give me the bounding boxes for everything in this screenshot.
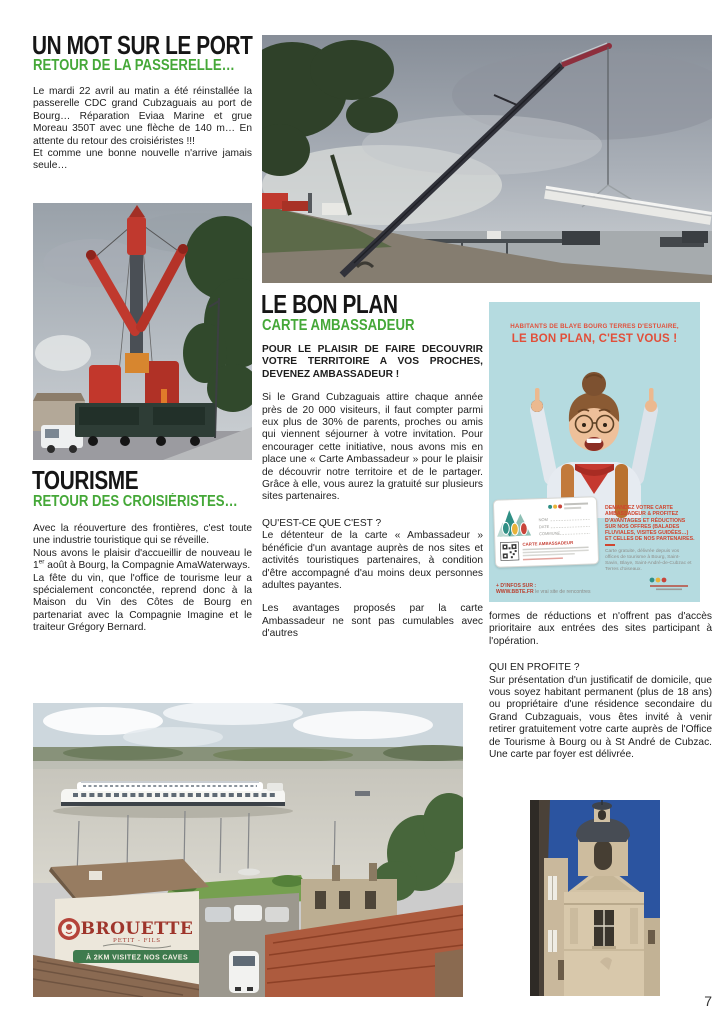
promo-divider: [605, 544, 615, 546]
promo-headline: LE BON PLAN, C'EST VOUS !: [511, 333, 678, 345]
promo-eyebrow: HABITANTS DE BLAYE BOURG TERRES D'ESTUAIRE,: [510, 323, 679, 330]
tourisme-body: [33, 523, 252, 635]
photo-clock-tower: [530, 800, 660, 996]
pointing-woman-illustration: [489, 348, 700, 518]
bonplan-subtitle: CARTE AMBASSADEUR: [262, 317, 415, 334]
port-paragraph-1: Le mardi 22 avril au matin a été réinstallée la passerelle CDC grand Cubzaguais au port de Bourg… Réparation Eviaa Marine et grue Moreau 350T avec une flèche de 140 m… En attente du retour des croisiéristes !!!: [33, 86, 252, 147]
tourisme-title: TOURISME: [32, 465, 139, 495]
port-title: UN MOT SUR LE PORT: [32, 30, 253, 60]
bonplan-column: [262, 344, 483, 641]
promo-ask-text: DEMANDEZ VOTRE CARTE AMBASSADEUR & PROFITEZ D'AVANTAGES ET RÉDUCTIONS SUR NOS OFFRES (BALADES FLUVIALES, VISITES GUIDÉES…) ET CELLES DE NOS PARTENAIRES.: [605, 505, 695, 543]
photo-river-cruise-image: [33, 703, 463, 997]
promo-infos: [496, 583, 606, 595]
tourisme-paragraph-3: La fête du vin, que l'office de tourisme leur a spécialement conconctée, reprend donc à la Maison du Vin des Côtes de Bourg en partenariat avec la Compagnie Imagine et le traiteur Grégory Bernard.: [33, 572, 252, 634]
photo-river-cruise: [33, 703, 463, 997]
sign-line-3: À 2KM VISITEZ NOS CAVES: [85, 954, 189, 962]
bonplan-question1-body: Le détenteur de la carte « Ambassadeur » bénéficie d'un avantage auprès de nos sites et activités touristiques partenaires, à condition d'être accompagné d'au moins deux personnes adultes payantes.: [262, 530, 483, 591]
page-number: 7: [704, 993, 712, 1009]
photo-clock-tower-image: [530, 800, 660, 996]
photo-red-crane-image: [33, 203, 252, 460]
bonplan-question1-title: QU'EST-CE QUE C'EST ?: [262, 517, 382, 529]
bonplan-title: LE BON PLAN: [261, 289, 398, 319]
card-field-nom: NOM: [538, 516, 548, 523]
card-field-commune: COMMUNE: [538, 530, 561, 537]
qr-code: [500, 542, 519, 561]
cruise-ship: [53, 782, 293, 818]
bonplan-paragraph-2: Les avantages proposés par la carte Ambassadeur ne sont pas cumulables avec d'autres: [262, 603, 483, 640]
photo-red-crane: [33, 203, 252, 460]
bonplan-question2-title: QUI EN PROFITE ?: [489, 662, 580, 674]
bonplan-paragraph-2-continued: formes de réductions et n'offrent pas d'accès prioritaire aux entrées des sites participant à l'opération.: [489, 611, 712, 647]
bonplan-question2-body: Sur présentation d'un justificatif de domicile, que vous soyez habitant permanent (plus de 18 ans) ou propriétaire d'une résidence secondaire du Grand Cubzaguais, vous êtes invité à venir retirer gratuitement votre carte auprès de l'Office de Tourisme à Bourg ou à St André de Cubzac. Une carte par foyer est délivrée.: [489, 674, 712, 761]
photo-crane-gangway: [262, 35, 712, 283]
bonplan-column-right: [489, 611, 712, 761]
infos-label: + D'INFOS SUR :: [496, 583, 537, 589]
promo-poster: [489, 302, 700, 602]
port-body: [33, 86, 252, 173]
tourisme-paragraph-2: Nous avons le plaisir d'accueillir de nouveau le 1er août à Bourg, la Compagnie AmaWaterways.: [33, 547, 252, 572]
bonplan-intro: POUR LE PLAISIR DE FAIRE DECOUVRIR VOTRE TERRITOIRE A VOS PROCHES, DEVENEZ AMBASSADEUR !: [262, 344, 483, 380]
website-tagline: le vrai site de rencontres: [535, 589, 591, 596]
port-paragraph-2: Et comme une bonne nouvelle n'arrive jamais seule…: [33, 148, 252, 172]
superscript-er: er: [38, 558, 45, 566]
bbte-logo: [648, 575, 690, 591]
sign-line-2: PETIT - FILS: [113, 938, 161, 944]
port-subtitle: RETOUR DE LA PASSERELLE…: [33, 57, 235, 74]
sign-line-1: BROUETTE: [80, 919, 194, 939]
tourisme-paragraph-1: Avec la réouverture des frontières, c'est toute une industrie touristique qui se réveille.: [33, 523, 252, 547]
bonplan-paragraph-1: Si le Grand Cubzaguais attire chaque année près de 20 000 visiteurs, il faut compter parmi eux plus de 30% de parents, proches ou amis qui viennent séjourner à votre invitation. Pour encourager cette initiative, nous avons mis en place une « Carte Ambassadeur » pour le plaisir de découvrir notre territoire et de le partager. Grâce à elle, vous aurez la gratuité sur plusieurs sites partenaires.: [262, 392, 483, 503]
tourisme-subtitle: RETOUR DES CROISIÉRISTES…: [33, 493, 238, 510]
website-url: WWW.BBTE.FR: [496, 589, 534, 596]
photo-crane-gangway-image: [262, 35, 712, 283]
ambassador-card-graphic: [493, 496, 599, 568]
promo-details-text: Carte gratuite, délivrée depuis vos offices de tourisme à Bourg, Saint-Savin, Blaye, Saint-André-de-Cubzac et Terres d'oiseaux.: [605, 549, 692, 572]
ambassador-card-art: [494, 497, 596, 564]
card-label: CARTE AMBASSADEUR: [522, 540, 574, 547]
card-field-date: DATE: [538, 523, 550, 530]
